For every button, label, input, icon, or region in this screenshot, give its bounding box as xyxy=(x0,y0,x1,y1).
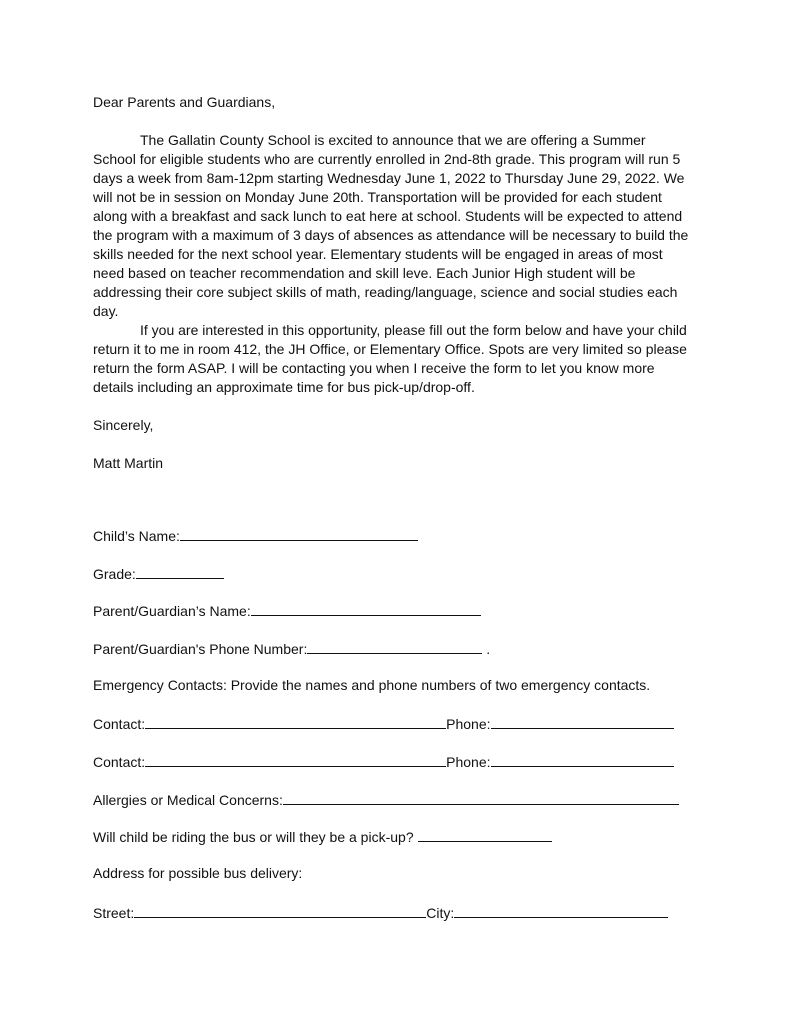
paragraph-line: need based on teacher recommendation and skill leve. Each Junior High student will be xyxy=(93,265,636,281)
paragraph-line: the program with a maximum of 3 days of absences as attendance will be necessary to build the xyxy=(93,227,689,243)
contact-phone-field[interactable] xyxy=(491,751,674,767)
parent-phone-suffix: . xyxy=(482,641,491,657)
paragraph-line: skills needed for the next school year. Elementary students will be engaged in areas of most xyxy=(93,246,663,262)
address-heading: Address for possible bus delivery: xyxy=(93,865,303,881)
paragraph-line: addressing their core subject skills of math, reading/language, science and social studies each xyxy=(93,284,678,300)
bus-answer-field[interactable] xyxy=(418,826,552,842)
paragraph-line: along with a breakfast and sack lunch to eat here at school. Students will be expected to attend xyxy=(93,208,683,224)
contact-label: Contact: xyxy=(93,716,146,732)
paragraph-line: days a week from 8am-12pm starting Wednesday June 1, 2022 to Thursday June 29, 2022. We xyxy=(93,170,685,186)
parent-name-row xyxy=(93,600,481,619)
city-field[interactable] xyxy=(454,902,668,918)
street-field[interactable] xyxy=(134,902,426,918)
phone-label: Phone: xyxy=(446,716,491,732)
child-name-field[interactable] xyxy=(180,525,418,541)
parent-phone-field[interactable] xyxy=(307,638,482,654)
contact-phone-field[interactable] xyxy=(491,713,674,729)
allergies-field[interactable] xyxy=(283,789,679,805)
allergies-row xyxy=(93,789,679,808)
paragraph-line: The Gallatin County School is excited to announce that we are offering a Summer xyxy=(140,132,646,148)
emergency-contact-row xyxy=(93,713,674,732)
street-city-row xyxy=(93,902,668,921)
contact-name-field[interactable] xyxy=(145,751,446,767)
allergies-label: Allergies or Medical Concerns: xyxy=(93,792,283,808)
paragraph-line: return the form ASAP. I will be contacting you when I receive the form to let you know more xyxy=(93,360,655,376)
parent-phone-row xyxy=(93,638,490,657)
grade-field[interactable] xyxy=(136,563,224,579)
contact-label: Contact: xyxy=(93,754,146,770)
paragraph-line: day. xyxy=(93,303,119,319)
contact-name-field[interactable] xyxy=(145,713,446,729)
paragraph-line: return it to me in room 412, the JH Office, or Elementary Office. Spots are very limited so please xyxy=(93,341,687,357)
phone-label: Phone: xyxy=(446,754,491,770)
bus-question-row xyxy=(93,826,552,845)
greeting: Dear Parents and Guardians, xyxy=(93,94,276,110)
signature: Matt Martin xyxy=(93,455,164,471)
parent-name-label: Parent/Guardian’s Name: xyxy=(93,603,251,619)
grade-row xyxy=(93,563,224,582)
signup-form xyxy=(93,0,705,1024)
emergency-instructions: Emergency Contacts: Provide the names and phone numbers of two emergency contacts. xyxy=(93,677,651,693)
parent-name-field[interactable] xyxy=(251,600,481,616)
paragraph-line: School for eligible students who are currently enrolled in 2nd-8th grade. This program will run 5 xyxy=(93,151,681,167)
closing: Sincerely, xyxy=(93,417,154,433)
bus-question-label: Will child be riding the bus or will they be a pick-up? xyxy=(93,829,418,845)
city-label: City: xyxy=(426,905,455,921)
grade-label: Grade: xyxy=(93,566,136,582)
child-name-row xyxy=(93,525,418,544)
paragraph-line: details including an approximate time for bus pick-up/drop-off. xyxy=(93,379,475,395)
emergency-contact-row xyxy=(93,751,674,770)
child-name-label: Child’s Name: xyxy=(93,528,180,544)
paragraph-line: If you are interested in this opportunity, please fill out the form below and have your child xyxy=(140,322,687,338)
paragraph-line: will not be in session on Monday June 20th. Transportation will be provided for each student xyxy=(93,189,662,205)
street-label: Street: xyxy=(93,905,135,921)
parent-phone-label: Parent/Guardian's Phone Number: xyxy=(93,641,308,657)
